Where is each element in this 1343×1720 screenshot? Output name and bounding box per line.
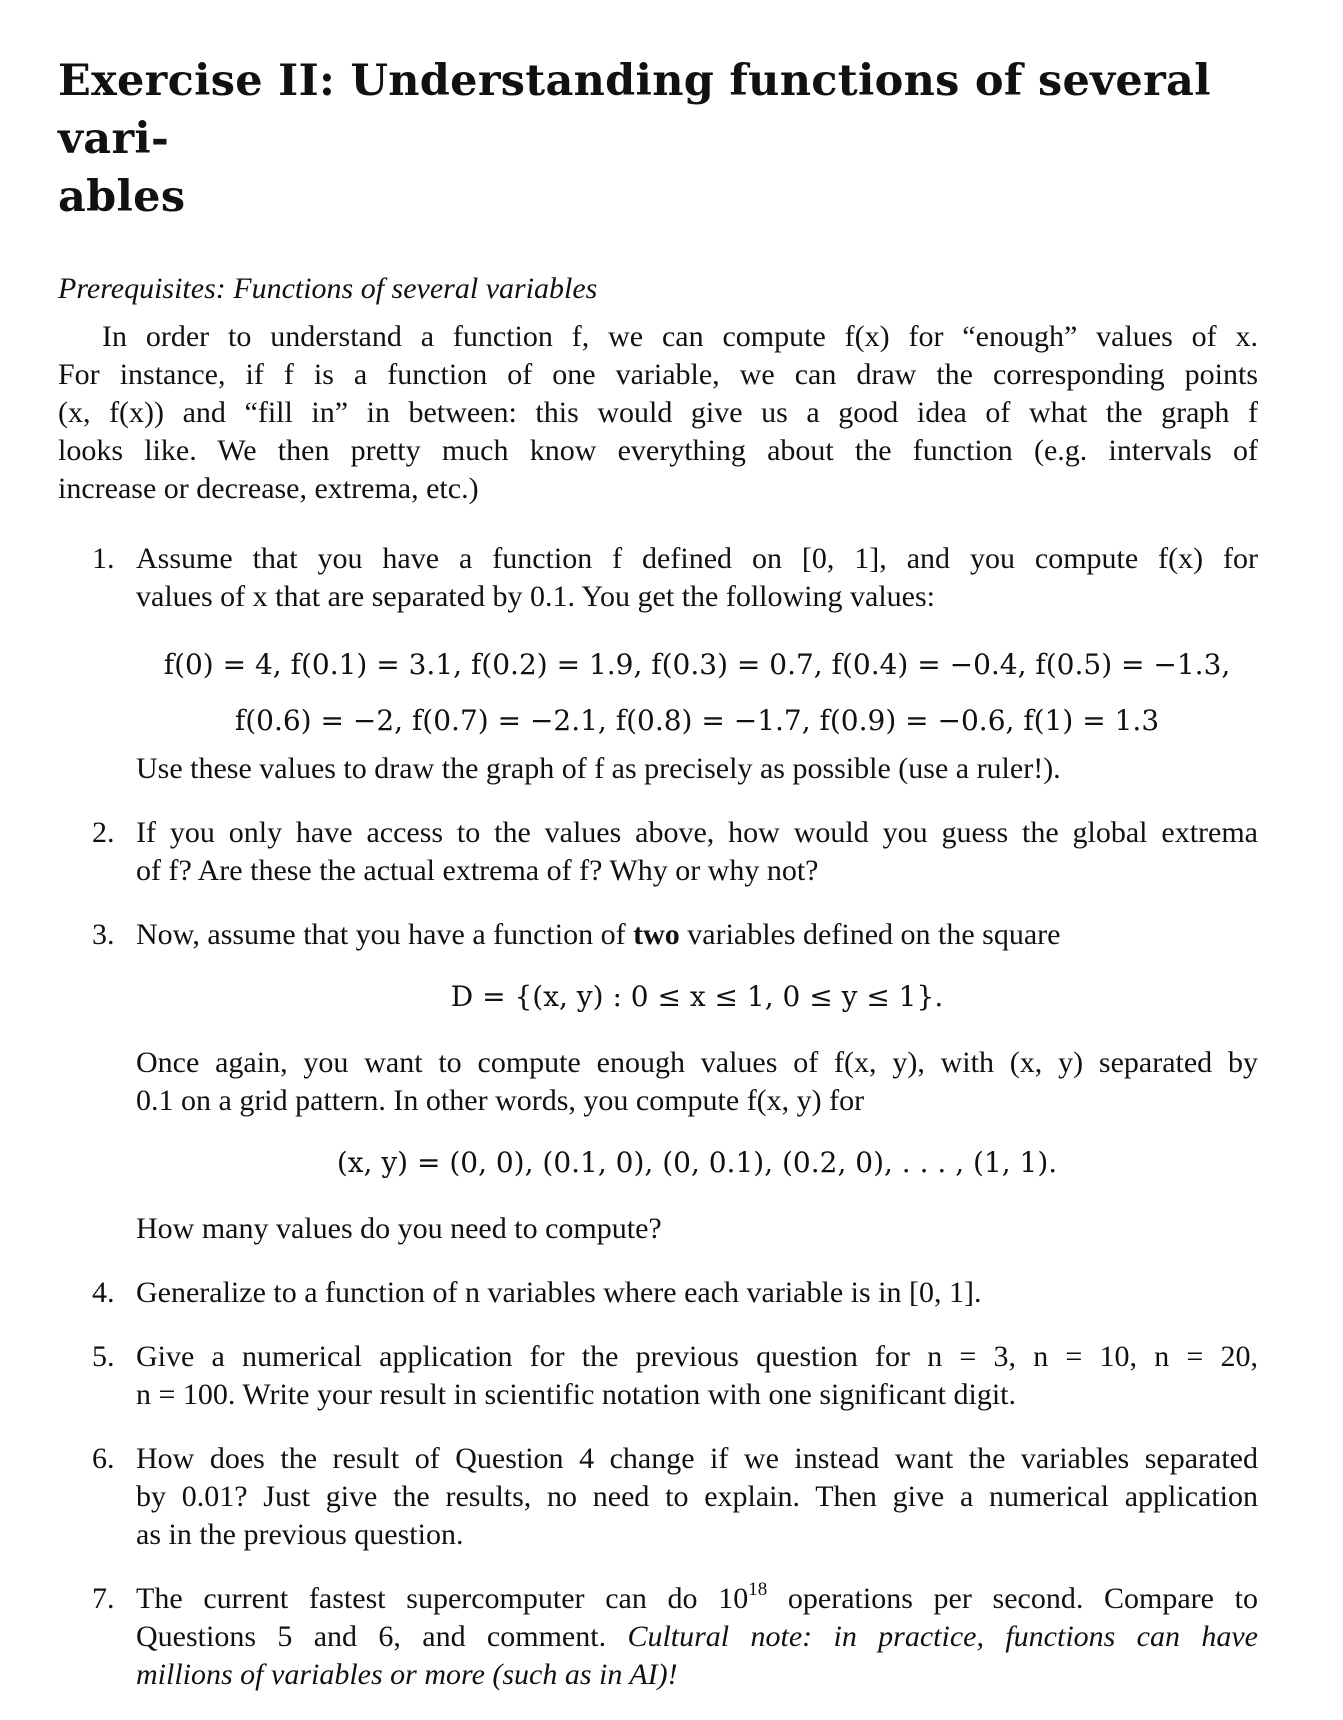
question-number: 4.	[92, 1276, 115, 1309]
intro-line: (x, f(x)) and “fill in” in between: this would give us a good idea of what the graph f	[58, 396, 1258, 429]
question-1	[58, 540, 1258, 788]
question-5	[58, 1338, 1258, 1414]
grid-equation: (x, y) = (0, 0), (0.1, 0), (0, 0.1), (0.2, 0), . . . , (1, 1).	[336, 1146, 1058, 1179]
domain-equation: D = {(x, y) : 0 ≤ x ≤ 1, 0 ≤ y ≤ 1}.	[450, 980, 944, 1013]
question-text-part: The current fastest supercomputer can do 10	[136, 1582, 749, 1615]
question-6	[58, 1440, 1258, 1554]
question-text: If you only have access to the values above, how would you guess the global extrema	[136, 816, 1258, 849]
question-3	[58, 916, 1258, 1248]
question-number: 3.	[92, 918, 115, 951]
exponent: 18	[748, 1579, 768, 1600]
cultural-note: millions of variables or more (such as in AI)!	[136, 1658, 678, 1691]
title-line-1: Exercise II: Understanding functions of several vari-	[58, 56, 1211, 164]
question-text	[136, 1580, 1258, 1618]
intro-paragraph	[58, 318, 1258, 508]
values-equation-2: f(0.6) = −2, f(0.7) = −2.1, f(0.8) = −1.7, f(0.9) = −0.6, f(1) = 1.3	[234, 704, 1160, 737]
prerequisites: Prerequisites: Functions of several variables	[58, 272, 598, 305]
question-text: 0.1 on a grid pattern. In other words, you compute f(x, y) for	[136, 1084, 865, 1117]
question-text: n = 100. Write your result in scientific notation with one significant digit.	[136, 1378, 1017, 1411]
question-list	[58, 540, 1258, 1694]
question-text: Assume that you have a function f defined on [0, 1], and you compute f(x) for	[136, 542, 1258, 575]
question-text: Once again, you want to compute enough values of f(x, y), with (x, y) separated by	[136, 1046, 1258, 1079]
question-number: 7.	[92, 1582, 115, 1615]
values-equation-1: f(0) = 4, f(0.1) = 3.1, f(0.2) = 1.9, f(0.3) = 0.7, f(0.4) = −0.4, f(0.5) = −1.3,	[163, 648, 1231, 681]
question-number: 6.	[92, 1442, 115, 1475]
question-text: Generalize to a function of n variables where each variable is in [0, 1].	[136, 1276, 982, 1309]
question-text: by 0.01? Just give the results, no need to explain. Then give a numerical application	[136, 1480, 1258, 1513]
question-text: Use these values to draw the graph of f as precisely as possible (use a ruler!).	[136, 752, 1061, 785]
question-text: values of x that are separated by 0.1. You get the following values:	[136, 580, 935, 613]
question-7	[58, 1580, 1258, 1694]
question-text: How does the result of Question 4 change if we instead want the variables separated	[136, 1442, 1258, 1475]
title-line-2: ables	[58, 172, 186, 222]
intro-line: looks like. We then pretty much know everything about the function (e.g. intervals of	[58, 434, 1258, 467]
question-number: 5.	[92, 1340, 115, 1373]
cultural-note: Cultural note: in practice, functions can have	[627, 1620, 1258, 1653]
exercise-title	[58, 52, 1258, 226]
question-2	[58, 814, 1258, 890]
question-text: How many values do you need to compute?	[136, 1212, 662, 1245]
question-text: as in the previous question.	[136, 1518, 464, 1551]
emphasis-two: two	[633, 918, 680, 951]
question-text-part: variables defined on the square	[679, 918, 1061, 951]
intro-line: For instance, if f is a function of one variable, we can draw the corresponding points	[58, 358, 1258, 391]
question-number: 2.	[92, 816, 115, 849]
question-text: Give a numerical application for the previous question for n = 3, n = 10, n = 20,	[136, 1340, 1258, 1373]
question-text	[136, 1618, 1258, 1656]
exercise-page	[58, 52, 1258, 1720]
question-text: of f? Are these the actual extrema of f? Why or why not?	[136, 854, 819, 887]
intro-line: increase or decrease, extrema, etc.)	[58, 472, 479, 505]
question-text-part: Now, assume that you have a function of	[136, 918, 634, 951]
intro-line: In order to understand a function f, we can compute f(x) for “enough” values of x.	[102, 320, 1258, 353]
question-number: 1.	[92, 542, 115, 575]
question-text-part: operations per second. Compare to	[767, 1582, 1258, 1615]
question-text	[136, 916, 1258, 954]
question-4	[58, 1274, 1258, 1312]
question-text-part: Questions 5 and 6, and comment.	[136, 1620, 628, 1653]
